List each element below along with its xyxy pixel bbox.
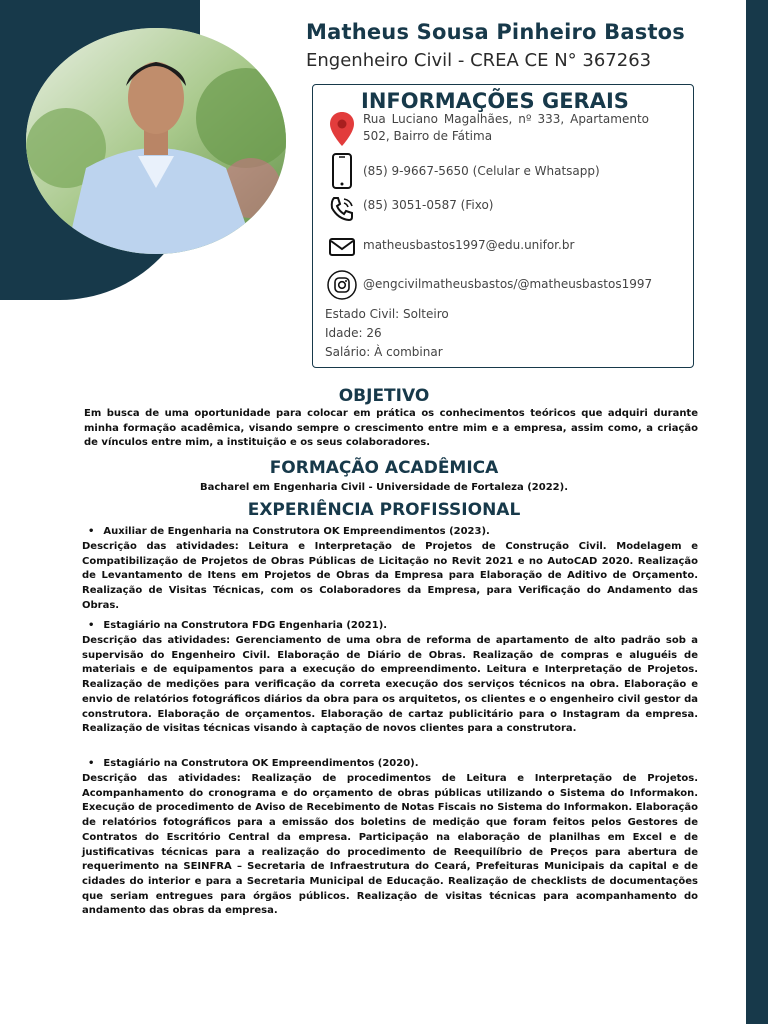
phone-icon bbox=[327, 191, 357, 227]
civil-status-text: Estado Civil: Solteiro bbox=[325, 307, 449, 321]
instagram-icon bbox=[327, 267, 357, 303]
job-description: Descrição das atividades: Leitura e Interpretação de Projetos de Construção Civil. Modelagem e Compatibilização de Projetos de Obras Públicas de Licitação no Revit 2021 e no AutoCAD 2020. Realização de Levantamento de Itens em Projetos de Obras da Empresa para Elaboração de Aditivo de Orçamento. Realização de Visitas Técnicas, com os Colaboradores da Empresa, para Verificação do Andamento das Obras. bbox=[82, 541, 698, 611]
landline-phone-text: (85) 3051-0587 (Fixo) bbox=[363, 198, 494, 212]
address-text: Rua Luciano Magalhães, nº 333, Apartamento 502, Bairro de Fátima bbox=[363, 112, 649, 143]
envelope-icon bbox=[327, 229, 357, 265]
experience-title: EXPERIÊNCIA PROFISSIONAL bbox=[247, 500, 521, 520]
mobile-phone-text: (85) 9-9667-5650 (Celular e Whatsapp) bbox=[363, 164, 600, 178]
instagram-handle-text: @engcivilmatheusbastos/@matheusbastos1997 bbox=[363, 277, 653, 291]
candidate-title: Engenheiro Civil - CREA CE N° 367263 bbox=[306, 50, 652, 71]
landline-row bbox=[327, 191, 493, 227]
age-text: Idade: 26 bbox=[325, 326, 382, 340]
job-title: • Auxiliar de Engenharia na Construtora OK Empreendimentos (2023). bbox=[88, 526, 490, 537]
location-pin-icon bbox=[327, 111, 357, 147]
job-description: Descrição das atividades: Gerenciamento de uma obra de reforma de apartamento de alto padrão sob a supervisão do Engenheiro Civil. Elaboração de Diário de Obras. Realização de compras e aluguéis de materiais e de equipamentos para a execução do empreendimento. Leitura e Interpretação de Projetos. Realização de medições para verificação da correta execução dos serviços técnicos na obra. Elaboração e envio de relatórios fotográficos diários da obra para os arquitetos, os clientes e o engenheiro civil gestor da construtora. Elaboração de orçamentos. Elaboração de cartaz publicitário para o Instagram da empresa. Realização de visitas técnicas visando à captação de novos clientes para a construtora. bbox=[82, 635, 698, 735]
education-degree: Bacharel em Engenharia Civil - Universidade de Fortaleza (2022). bbox=[199, 482, 568, 493]
job-title: • Estagiário na Construtora OK Empreendimentos (2020). bbox=[88, 758, 419, 769]
address-row bbox=[327, 111, 649, 147]
email-row bbox=[327, 229, 574, 265]
general-info-box bbox=[312, 84, 694, 368]
salary-text: Salário: À combinar bbox=[325, 345, 443, 359]
objective-title: OBJETIVO bbox=[338, 386, 430, 406]
mobile-row bbox=[327, 153, 600, 189]
job-title: • Estagiário na Construtora FDG Engenharia (2021). bbox=[88, 620, 387, 631]
candidate-name: Matheus Sousa Pinheiro Bastos bbox=[306, 20, 686, 44]
instagram-row bbox=[327, 267, 652, 303]
education-title: FORMAÇÃO ACADÊMICA bbox=[269, 458, 499, 478]
general-info-title: INFORMAÇÕES GERAIS bbox=[361, 89, 629, 113]
smartphone-icon bbox=[327, 153, 357, 189]
objective-text: Em busca de uma oportunidade para colocar em prática os conhecimentos teóricos que adquiri durante minha formação acadêmica, visando sempre o crescimento entre mim e a empresa, assim como, a criação de vínculos entre mim, a instituição e os seus colaboradores. bbox=[84, 408, 698, 449]
email-text: matheusbastos1997@edu.unifor.br bbox=[363, 238, 575, 252]
profile-photo bbox=[26, 28, 286, 254]
job-description: Descrição das atividades: Realização de procedimentos de Leitura e Interpretação de Projetos. Acompanhamento do cronograma e do orçamento de obras públicas utilizando o Sistema do Informakon. Execução de procedimento de Aviso de Recebimento de Notas Fiscais no Sistema do Informakon. Elaboração de relatórios fotográficos para a emissão dos boletins de medição que foram feitos pelos Gestores de Contratos do Escritório Central da empresa. Participação na elaboração de planilhas em Excel e de justificativas técnicas para a realização do procedimento de Reequilíbrio de Preços para abertura de requerimento na SEINFRA – Secretaria de Infraestrutura do Ceará, Prefeituras Municipais da capital e de cidades do interior e para a Secretaria Municipal de Educação. Realização de checklists de documentações que seriam entregues para órgãos públicos. Realização de visitas técnicas para acompanhamento do andamento das obras da empresa. bbox=[82, 773, 698, 917]
